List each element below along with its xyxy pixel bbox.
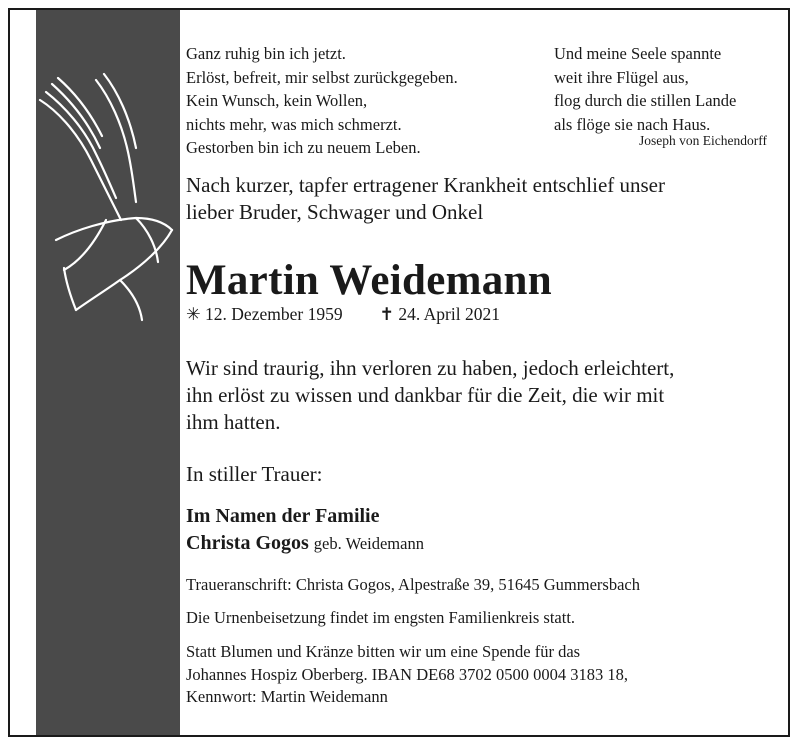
mourning-address: Traueranschrift: Christa Gogos, Alpestraße 39, 51645 Gummersbach xyxy=(186,575,640,594)
birth-icon: ✳ xyxy=(186,304,201,324)
intro-text xyxy=(186,172,665,226)
cross-icon: ✝ xyxy=(379,304,394,324)
poem-line: Ganz ruhig bin ich jetzt. xyxy=(186,44,346,63)
birth-date: 12. Dezember 1959 xyxy=(205,304,343,324)
poem-line: weit ihre Flügel aus, xyxy=(554,67,689,87)
poem-line: Kein Wunsch, kein Wollen, xyxy=(186,91,368,110)
message-line: ihn erlöst zu wissen und dankbar für die Zeit, die wir mit xyxy=(186,383,665,407)
donation-line: Johannes Hospiz Oberberg. IBAN DE68 3702 0500 0004 3183 18, xyxy=(186,664,628,684)
family-member-name: Christa Gogos xyxy=(186,532,309,554)
family-line: Im Namen der Familie xyxy=(186,505,380,527)
death-date: 24. April 2021 xyxy=(398,304,500,324)
message-line: Wir sind traurig, ihn verloren zu haben, jedoch erleichtert, xyxy=(186,356,675,380)
intro-line: Nach kurzer, tapfer ertragener Krankheit entschlief unser xyxy=(186,173,665,197)
sidebar-panel xyxy=(36,10,180,735)
mourning-label: In stiller Trauer: xyxy=(186,462,323,486)
poem-line: nichts mehr, was mich schmerzt. xyxy=(186,114,402,134)
intro-line: lieber Bruder, Schwager und Onkel xyxy=(186,200,484,224)
poem-left-stanza xyxy=(186,42,458,160)
obituary-frame xyxy=(8,8,790,737)
donation-line: Kennwort: Martin Weidemann xyxy=(186,687,388,706)
poem-author: Joseph von Eichendorff xyxy=(639,133,767,148)
poem-right-stanza xyxy=(554,42,736,136)
donation-line: Statt Blumen und Kränze bitten wir um eine Spende für das xyxy=(186,642,581,661)
deceased-name: Martin Weidemann xyxy=(186,257,552,304)
message-line: ihm hatten. xyxy=(186,410,281,434)
message-text xyxy=(186,355,674,436)
urn-notice: Die Urnenbeisetzung findet im engsten Familienkreis statt. xyxy=(186,608,576,627)
poem-line: Erlöst, befreit, mir selbst zurückgegeben. xyxy=(186,67,458,87)
dove-icon xyxy=(36,70,180,330)
family-signature xyxy=(186,503,424,557)
poem-line: flog durch die stillen Lande xyxy=(554,91,737,110)
donation-notice xyxy=(186,641,628,709)
poem-line: Und meine Seele spannte xyxy=(554,44,722,63)
maiden-name: geb. Weidemann xyxy=(313,534,424,553)
poem-line: als flöge sie nach Haus. xyxy=(554,114,711,134)
life-dates xyxy=(186,304,500,325)
poem-line: Gestorben bin ich zu neuem Leben. xyxy=(186,138,421,157)
